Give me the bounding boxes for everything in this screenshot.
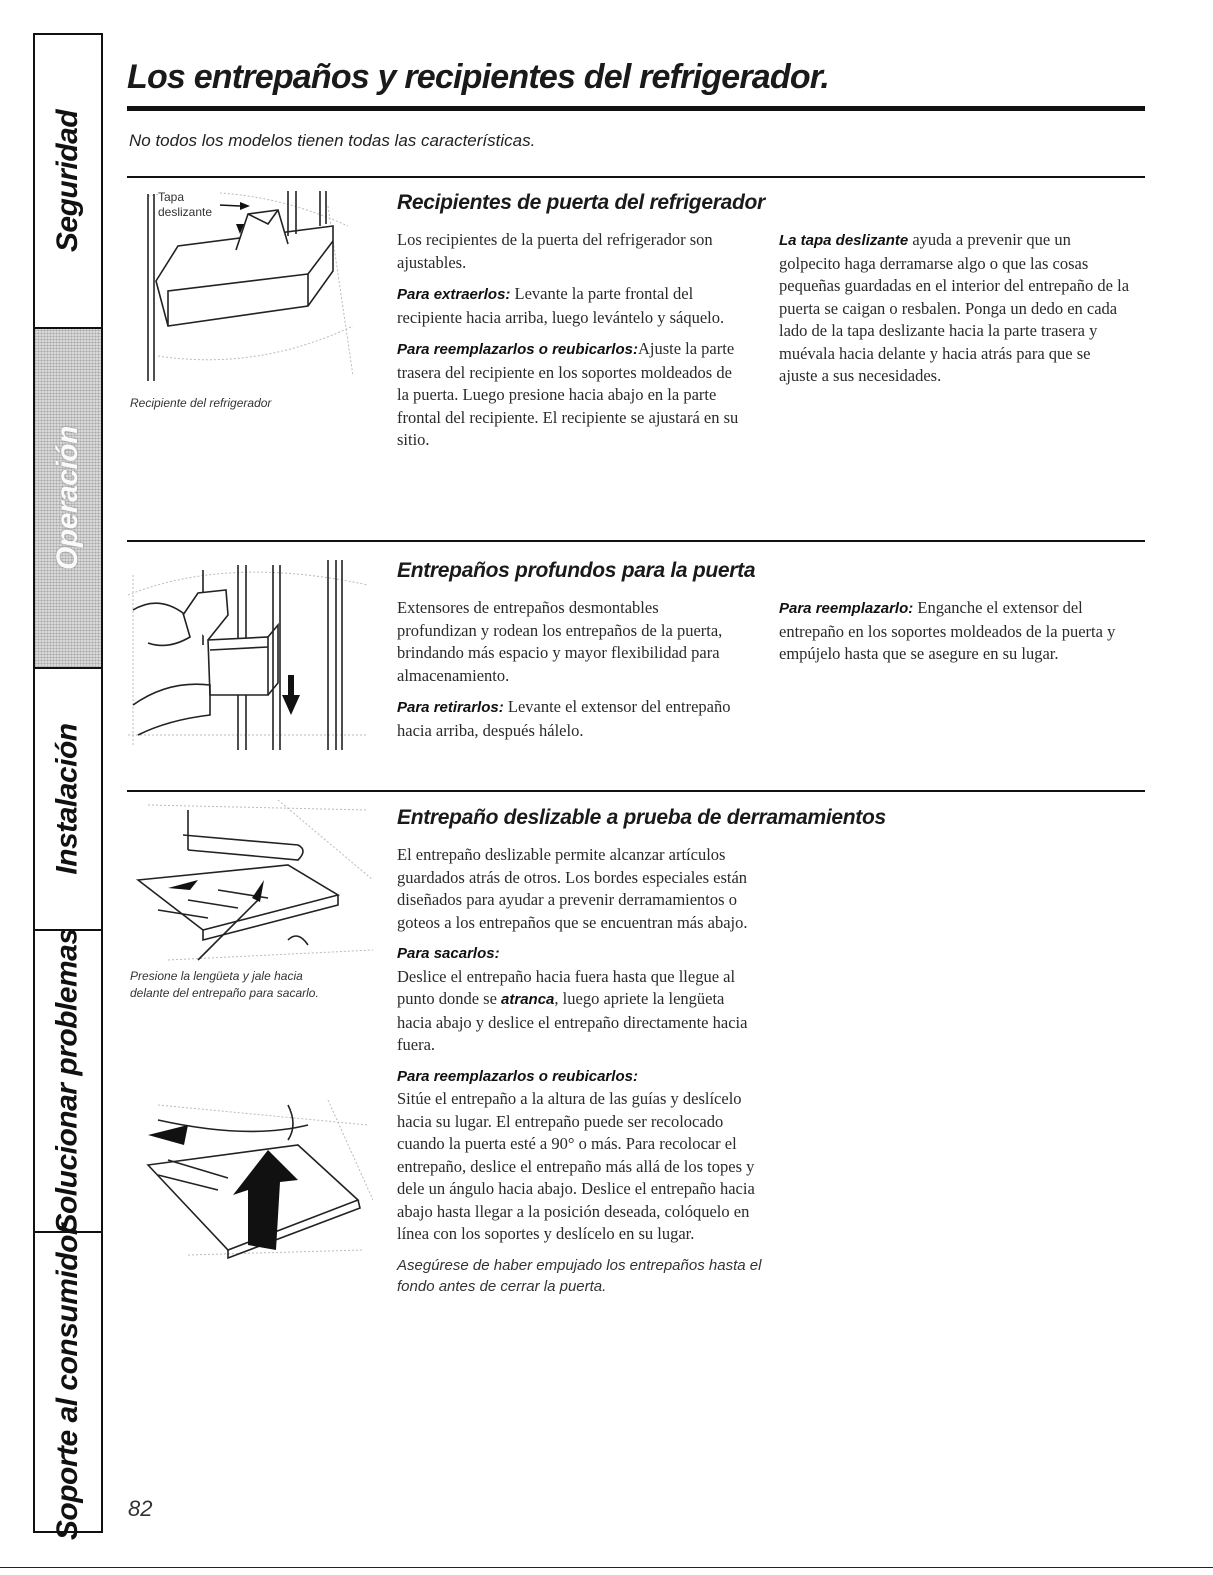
paragraph-lead: Para reemplazarlo:	[779, 600, 914, 617]
paragraph-lead: Para sacarlos:	[397, 945, 500, 962]
tab-soporte-al-consumidor[interactable]	[35, 1223, 101, 1541]
section-text-column	[397, 229, 742, 461]
paragraph-lead: Para retirarlos:	[397, 699, 504, 716]
paragraph	[397, 943, 762, 1057]
section-text-column	[397, 844, 762, 1306]
tab-seguridad[interactable]	[35, 35, 101, 329]
tab-label: Solucionar problemas	[51, 928, 85, 1234]
sliding-shelf-insert-illustration	[128, 1100, 373, 1260]
bottom-edge-line	[0, 1567, 1213, 1568]
section-title: Recipientes de puerta del refrigerador	[397, 191, 765, 214]
tab-solucionar-problemas[interactable]	[35, 928, 101, 1234]
paragraph-text: ayuda a prevenir que un golpecito haga derramarse algo o que las cosas pequeñas guardadas en el interior del entrepaño de la puerta se caigan o resbalen. Ponga un dedo en cada lado de la tapa deslizante hacia la parte trasera y muévala hacia delante y hacia atrás para que se ajuste a sus necesidades.	[779, 230, 1130, 385]
title-rule	[127, 106, 1145, 111]
paragraph-text: Enganche el extensor del entrepaño en los soportes moldeados de la puerta y empújelo hasta que se asegure en su lugar.	[779, 598, 1116, 663]
section-divider	[127, 540, 1145, 542]
paragraph	[397, 283, 742, 329]
figure-caption: Presione la lengüeta y jale hacia delante del entrepaño para sacarlo.	[130, 969, 319, 1000]
section-divider	[127, 790, 1145, 792]
paragraph-text: Deslice el entrepaño hacia fuera hasta que llegue al punto donde se	[397, 966, 736, 1008]
paragraph	[397, 696, 742, 742]
paragraph: El entrepaño deslizable permite alcanzar artículos guardados atrás de otros. Los bordes especiales están diseñados para ayudar a prevenir derramamientos o goteos a los entrepaños que se encuentran más abajo.	[397, 845, 748, 932]
note: Asegúrese de haber empujado los entrepaños hasta el fondo antes de cerrar la puerta.	[397, 1256, 762, 1295]
paragraph	[779, 597, 1129, 666]
section-text-column	[779, 229, 1129, 397]
paragraph-lead: Para extraerlos:	[397, 286, 511, 303]
deep-door-shelf-illustration	[128, 555, 368, 755]
paragraph: Los recipientes de la puerta del refrigerador son ajustables.	[397, 230, 713, 272]
paragraph-text: , luego apriete la lengüeta hacia abajo y deslice el entrepaño directamente hacia fuera.	[397, 989, 748, 1054]
tab-label: Operación	[51, 426, 84, 570]
door-bin-illustration	[128, 186, 353, 386]
section-title: Entrepaño deslizable a prueba de derramamientos	[397, 806, 886, 829]
sliding-shelf-tab-illustration	[128, 800, 373, 965]
page-subtitle: No todos los modelos tienen todas las características.	[129, 131, 536, 150]
emphasis-text: atranca	[501, 991, 555, 1008]
page-number: 82	[128, 1496, 153, 1521]
section-divider	[127, 176, 1145, 178]
tab-instalacion[interactable]	[35, 669, 101, 931]
paragraph-lead: Para reemplazarlos o reubicarlos:	[397, 341, 638, 358]
paragraph-lead: La tapa deslizante	[779, 232, 909, 249]
paragraph-lead: Para reemplazarlos o reubicarlos:	[397, 1067, 638, 1085]
paragraph	[779, 229, 1129, 388]
paragraph-text: Levante el extensor del entrepaño hacia arriba, después hálelo.	[397, 697, 731, 740]
tab-label: Instalación	[51, 723, 84, 875]
section-text-column	[397, 597, 742, 751]
tab-label: Soporte al consumidor	[51, 1223, 84, 1541]
section-text-column	[779, 597, 1129, 675]
figure-label: Tapa deslizante	[158, 190, 220, 220]
tab-operacion[interactable]	[35, 329, 101, 669]
paragraph	[397, 1066, 762, 1246]
section-title: Entrepaños profundos para la puerta	[397, 559, 756, 582]
paragraph-text: Levante la parte frontal del recipiente hacia arriba, luego levántelo y sáquelo.	[397, 284, 725, 327]
tab-label: Seguridad	[51, 109, 85, 253]
page-title: Los entrepaños y recipientes del refrigerador.	[127, 58, 830, 96]
figure-caption: Recipiente del refrigerador	[130, 396, 272, 410]
paragraph-text: Ajuste la parte trasera del recipiente en los soportes moldeados de la puerta. Luego presione hacia abajo en la parte frontal del recipiente. El recipiente se ajustará en su sitio.	[397, 339, 739, 449]
paragraph	[397, 338, 742, 452]
paragraph-text: Sitúe el entrepaño a la altura de las guías y deslícelo hacia su lugar. El entrepaño puede ser recolocado cuando la puerta esté a 90° o más. Para recolocar el entrepaño, deslice el entrepaño más allá de los topes y dele un ángulo hacia abajo. Deslice el entrepaño hacia abajo hasta llegar a la posición deseada, colóquelo en línea con los soportes y deslícelo en su lugar.	[397, 1089, 755, 1243]
side-tab-column	[33, 33, 103, 1541]
paragraph: Extensores de entrepaños desmontables profundizan y rodean los entrepaños de la puerta, brindando más espacio y mayor flexibilidad para almacenamiento.	[397, 598, 723, 685]
